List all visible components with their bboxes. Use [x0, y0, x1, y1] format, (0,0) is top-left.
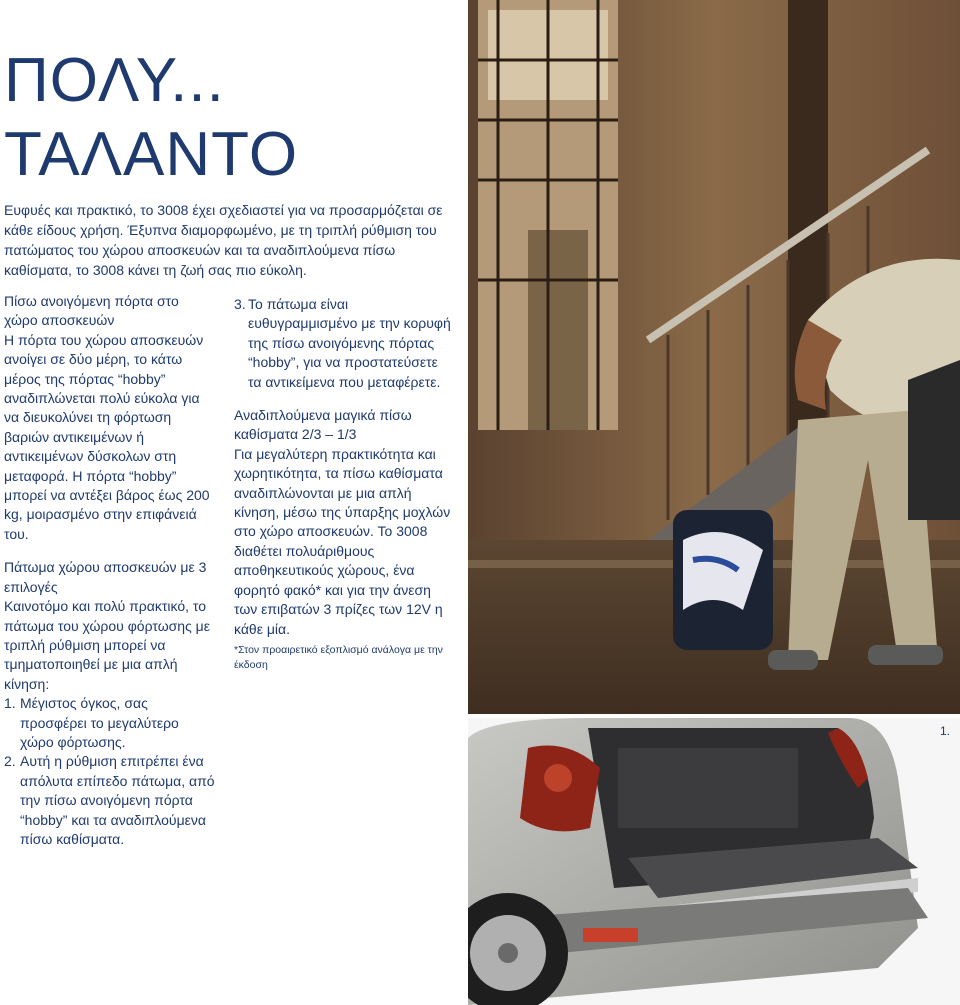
section-body-rear-door: Η πόρτα του χώρου αποσκευών ανοίγει σε δύο μέρη, το κάτω μέρος της πόρτας “hobby” αναδιπλώνεται πολύ εύκολα για να διευκολύνει τη φόρτωση βαριών αντικειμένων ή αντικειμένων δύσκολων στη μεταφορά. Η πόρτα “hobby” μπορεί να αντέξει βάρος έως 200 kg, μοιρασμένο στην επιφάνειά του.	[4, 331, 210, 542]
list-item	[234, 295, 454, 392]
section-heading-boot-floor: Πάτωμα χώρου αποσκευών με 3 επιλογές	[4, 559, 207, 595]
boot-photo	[468, 718, 960, 1005]
section-heading-rear-door: Πίσω ανοιγόμενη πόρτα στο χώρο αποσκευών	[4, 293, 179, 329]
list-item-text: Αυτή η ρύθμιση επιτρέπει ένα απόλυτα επίπεδο πάτωμα, από την πίσω ανοιγόμενη πόρτα “hobby” και τα αναδιπλούμενα πίσω καθίσματα.	[20, 753, 215, 847]
list-item	[4, 694, 216, 752]
right-text-column	[234, 295, 454, 673]
list-item	[4, 752, 216, 849]
title-line-2: ΤΑΛΑΝΤΟ	[4, 120, 299, 189]
footnote: *Στον προαιρετικό εξοπλισμό ανάλογα με την έκδοση	[234, 643, 443, 671]
section-heading-seats: Αναδιπλούμενα μαγικά πίσω καθίσματα 2/3 – 1/3	[234, 407, 412, 443]
photo-caption: 1.	[940, 724, 951, 738]
list-item-number: 2.	[4, 753, 16, 770]
list-item-number: 1.	[4, 695, 16, 712]
boot-photo-illustration	[468, 718, 960, 1005]
list-item-text: Το πάτωμα είναι ευθυγραμμισμένο με την κορυφή της πίσω ανοιγόμενης πόρτας “hobby”, για να προστατεύσετε τα αντικείμενα που μεταφέρετε.	[248, 296, 451, 390]
left-text-column	[4, 292, 216, 849]
lifestyle-photo-illustration	[468, 0, 960, 714]
page-title	[4, 44, 298, 192]
section-body-seats: Για μεγαλύτερη πρακτικότητα και χωρητικότητα, τα πίσω καθίσματα αναδιπλώνονται με μια απλή κίνηση, μέσω της ύπαρξης μοχλών στο χώρο αποσκευών. Το 3008 διαθέτει πολυάριθμους αποθηκευτικούς χώρους, ένα φορητό φακό* και για την άνεση των επιβατών 3 πρίζες των 12V η κάθε μία.	[234, 445, 451, 637]
intro-paragraph: Ευφυές και πρακτικό, το 3008 έχει σχεδιαστεί για να προσαρμόζεται σε κάθε είδους χρήση. Έξυπνα διαμορφωμένο, με τη τριπλή ρύθμιση του πατώματος του χώρου αποσκευών και τα αναδιπλούμενα πίσω καθίσματα, το 3008 κάνει τη ζωή σας πιο εύκολη.	[4, 202, 443, 278]
title-line-1: ΠΟΛΥ...	[4, 46, 225, 115]
lifestyle-photo	[468, 0, 960, 714]
section-body-boot-floor: Καινοτόμο και πολύ πρακτικό, το πάτωμα του χώρου φόρτωσης με τριπλή ρύθμιση μπορεί να τμηματοποιηθεί με μια απλή κίνηση:	[4, 598, 210, 692]
list-item-text: Μέγιστος όγκος, σας προσφέρει το μεγαλύτερο χώρο φόρτωσης.	[20, 695, 179, 750]
list-item-number: 3.	[234, 296, 246, 312]
